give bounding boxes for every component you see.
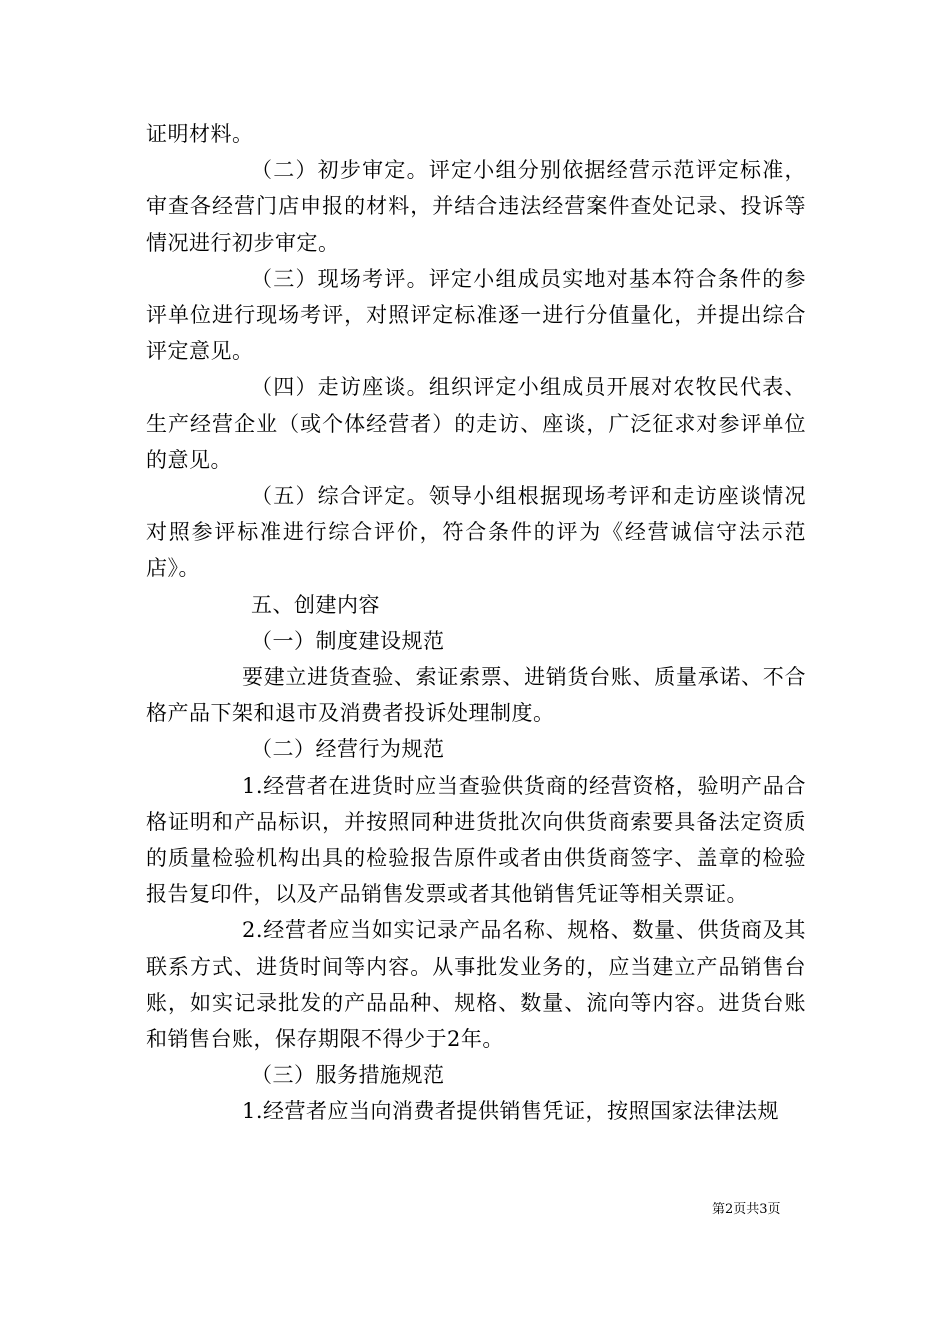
paragraph-preliminary-review: （二）初步审定。评定小组分别依据经营示范评定标准，审查各经营门店申报的材料，并结合违法经营案件查处记录、投诉等情况进行初步审定。: [146, 158, 806, 255]
paragraph-service-item-1: 1.经营者应当向消费者提供销售凭证，按照国家法律法规: [242, 1099, 780, 1124]
section-heading-creation-content: 五、创建内容: [251, 592, 380, 617]
document-body: [146, 116, 806, 1130]
paragraph-conduct-item-1: 1.经营者在进货时应当查验供货商的经营资格，验明产品合格证明和产品标识，并按照同种进货批次向供货商索要具备法定资质的质量检验机构出具的检验报告原件或者由供货商签字、盖章的检验报告复印件，以及产品销售发票或者其他销售凭证等相关票证。: [146, 773, 806, 907]
paragraph-conduct-item-2: 2.经营者应当如实记录产品名称、规格、数量、供货商及其联系方式、进货时间等内容。从事批发业务的，应当建立产品销售台账，如实记录批发的产品品种、规格、数量、流向等内容。进货台账和销售台账，保存期限不得少于2年。: [146, 918, 806, 1052]
paragraph-visit-discussion: （四）走访座谈。组织评定小组成员开展对农牧民代表、生产经营企业（或个体经营者）的走访、座谈，广泛征求对参评单位的意见。: [146, 375, 806, 472]
page-number-footer: 第2页共3页: [712, 1202, 781, 1217]
subheading-business-conduct: （二）经营行为规范: [251, 737, 445, 762]
paragraph-comprehensive-evaluation: （五）综合评定。领导小组根据现场考评和走访座谈情况对照参评标准进行综合评价，符合条件的评为《经营诚信守法示范店》。: [146, 484, 806, 581]
paragraph-system-requirements: 要建立进货查验、索证索票、进销货台账、质量承诺、不合格产品下架和退市及消费者投诉处理制度。: [146, 665, 806, 726]
paragraph-onsite-evaluation: （三）现场考评。评定小组成员实地对基本符合条件的参评单位进行现场考评，对照评定标准逐一进行分值量化，并提出综合评定意见。: [146, 266, 806, 364]
paragraph-continuation: 证明材料。: [146, 122, 254, 146]
subheading-system-construction: （一）制度建设规范: [251, 628, 445, 653]
subheading-service-measures: （三）服务措施规范: [251, 1063, 445, 1088]
